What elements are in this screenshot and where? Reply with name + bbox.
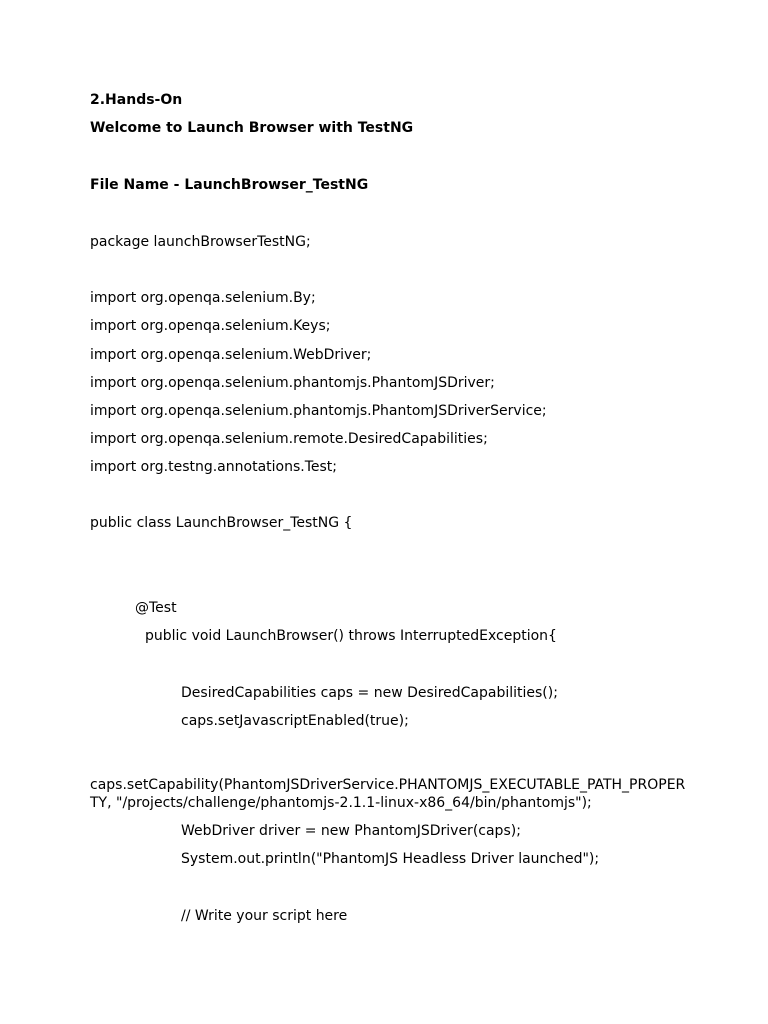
- code-import: import org.openqa.selenium.WebDriver;: [90, 347, 372, 363]
- section-heading: 2.Hands-On: [90, 92, 183, 108]
- page-title: Welcome to Launch Browser with TestNG: [90, 120, 414, 136]
- code-set-capability-line-2: TY, "/projects/challenge/phantomjs-2.1.1-linux-x86_64/bin/phantomjs");: [90, 795, 592, 811]
- file-name-label: File Name - LaunchBrowser_TestNG: [90, 177, 369, 193]
- code-package: package launchBrowserTestNG;: [90, 234, 311, 250]
- code-annotation: @Test: [135, 600, 177, 616]
- code-caps-declaration: DesiredCapabilities caps = new DesiredCapabilities();: [181, 685, 558, 701]
- code-import: import org.openqa.selenium.By;: [90, 290, 316, 306]
- code-method-declaration: public void LaunchBrowser() throws InterruptedException{: [145, 628, 557, 644]
- code-import: import org.openqa.selenium.phantomjs.PhantomJSDriver;: [90, 375, 495, 391]
- code-println: System.out.println("PhantomJS Headless Driver launched");: [181, 851, 600, 867]
- code-caps-javascript: caps.setJavascriptEnabled(true);: [181, 713, 409, 729]
- code-import: import org.testng.annotations.Test;: [90, 459, 337, 475]
- code-import: import org.openqa.selenium.Keys;: [90, 318, 331, 334]
- code-import: import org.openqa.selenium.remote.DesiredCapabilities;: [90, 431, 488, 447]
- code-set-capability-line-1: caps.setCapability(PhantomJSDriverService.PHANTOMJS_EXECUTABLE_PATH_PROPER: [90, 777, 686, 793]
- code-driver-declaration: WebDriver driver = new PhantomJSDriver(caps);: [181, 823, 521, 839]
- code-class-declaration: public class LaunchBrowser_TestNG {: [90, 515, 353, 531]
- code-comment: // Write your script here: [181, 908, 348, 924]
- code-import: import org.openqa.selenium.phantomjs.PhantomJSDriverService;: [90, 403, 547, 419]
